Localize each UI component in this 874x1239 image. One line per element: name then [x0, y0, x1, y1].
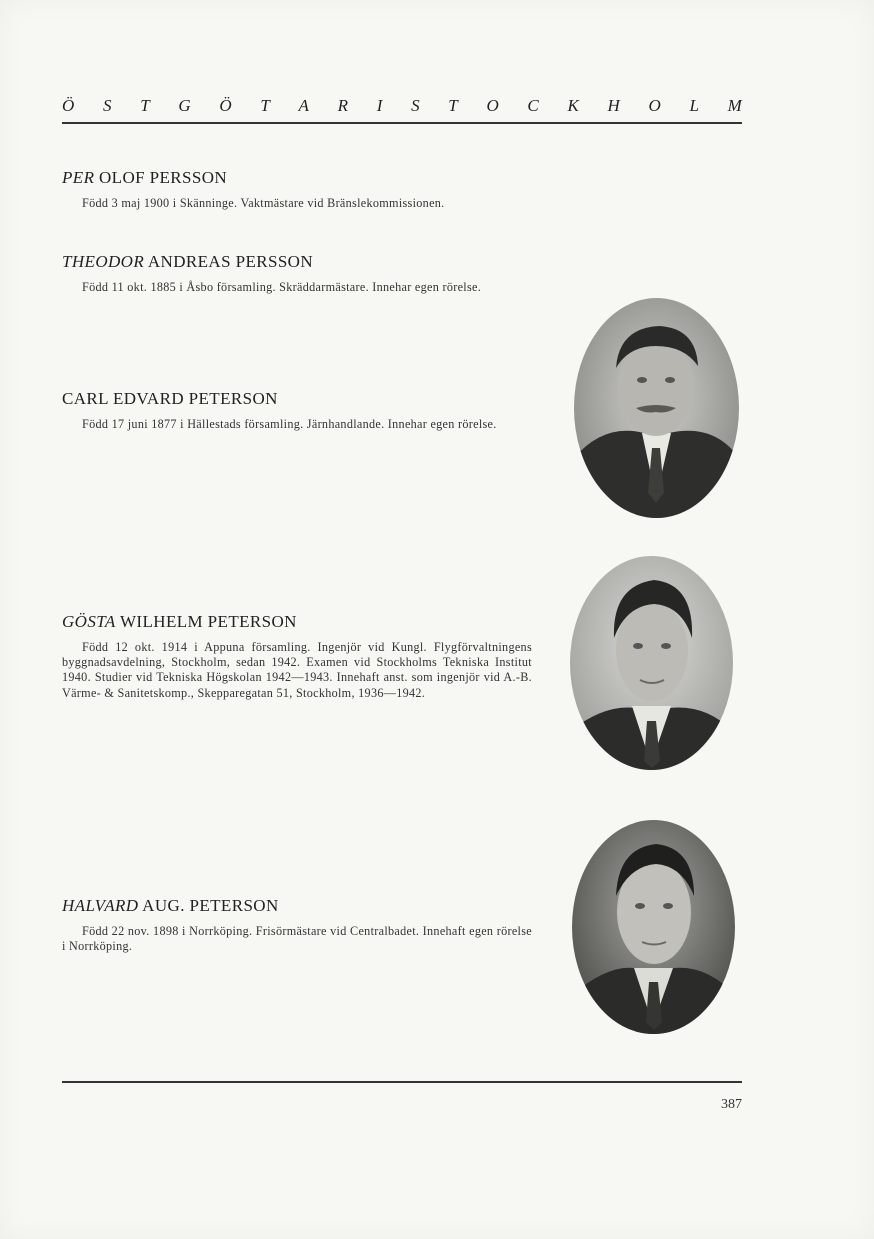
header-letter: H	[607, 96, 620, 115]
entry-name	[62, 389, 532, 409]
entry-bio: Född 12 okt. 1914 i Appuna församling. Ingenjör vid Kungl. Flygförvaltningens byggnadsavdelning, Stockholm, sedan 1942. Examen vid Stockholms Tekniska Institut 1940. Studier vid Tekniska Högskolan 1942—1943. Innehaft anst. som ingenjör vid A.-B. Värme- & Sanitetskomp., Skepparegatan 51, Stockholm, 1936—1942.	[62, 640, 532, 700]
entry-name	[62, 612, 532, 632]
entry-bio: Född 22 nov. 1898 i Norrköping. Frisörmästare vid Centralbadet. Innehaft egen rörelse i Norrköping.	[62, 924, 532, 954]
header-letter: R	[337, 96, 348, 115]
footer-rule	[62, 1081, 742, 1083]
entry-bio: Född 17 juni 1877 i Hällestads församling. Järnhandlande. Innehar egen rörelse.	[82, 417, 497, 431]
name-rest: OLOF PERSSON	[94, 168, 228, 187]
header-letter: Ö	[219, 96, 232, 115]
header-rule	[62, 122, 742, 124]
entry-gosta-wilhelm-peterson	[62, 612, 532, 701]
entry-carl-edvard-peterson	[62, 389, 532, 432]
header-letter: Ö	[62, 96, 75, 115]
portrait-photo	[572, 820, 735, 1034]
name-rest: AUG. PETERSON	[138, 896, 279, 915]
entry-name	[62, 252, 532, 272]
portrait-photo	[570, 556, 733, 770]
name-rest: CARL EDVARD PETERSON	[62, 389, 278, 408]
header-letter: O	[486, 96, 499, 115]
page-number: 387	[721, 1097, 742, 1112]
portrait-photo	[574, 298, 739, 518]
given-name: THEODOR	[62, 252, 145, 271]
header-letter: M	[727, 96, 742, 115]
header-letter: T	[260, 96, 270, 115]
header-letter: L	[689, 96, 699, 115]
given-name: HALVARD	[62, 896, 139, 915]
given-name: GÖSTA	[62, 612, 116, 631]
running-header	[62, 96, 742, 116]
header-letter: O	[648, 96, 661, 115]
header-letter: T	[140, 96, 150, 115]
entry-bio: Född 11 okt. 1885 i Åsbo församling. Skräddarmästare. Innehar egen rörelse.	[82, 280, 482, 294]
name-rest: ANDREAS PERSSON	[144, 252, 314, 271]
header-letter: I	[376, 96, 383, 115]
entry-theodor-andreas-persson	[62, 252, 532, 295]
header-letter: K	[567, 96, 579, 115]
entry-name	[62, 896, 532, 916]
header-letter: S	[102, 96, 112, 115]
entry-halvard-aug-peterson	[62, 896, 532, 954]
given-name: PER	[62, 168, 95, 187]
entry-bio: Född 3 maj 1900 i Skänninge. Vaktmästare vid Bränslekommissionen.	[82, 196, 445, 210]
header-letter: G	[178, 96, 191, 115]
header-letter: A	[298, 96, 309, 115]
entry-per-olof-persson	[62, 168, 532, 211]
header-letter: T	[448, 96, 458, 115]
header-letter: S	[411, 96, 420, 115]
entry-name	[62, 168, 532, 188]
header-letter: C	[527, 96, 539, 115]
name-rest: WILHELM PETERSON	[115, 612, 297, 631]
